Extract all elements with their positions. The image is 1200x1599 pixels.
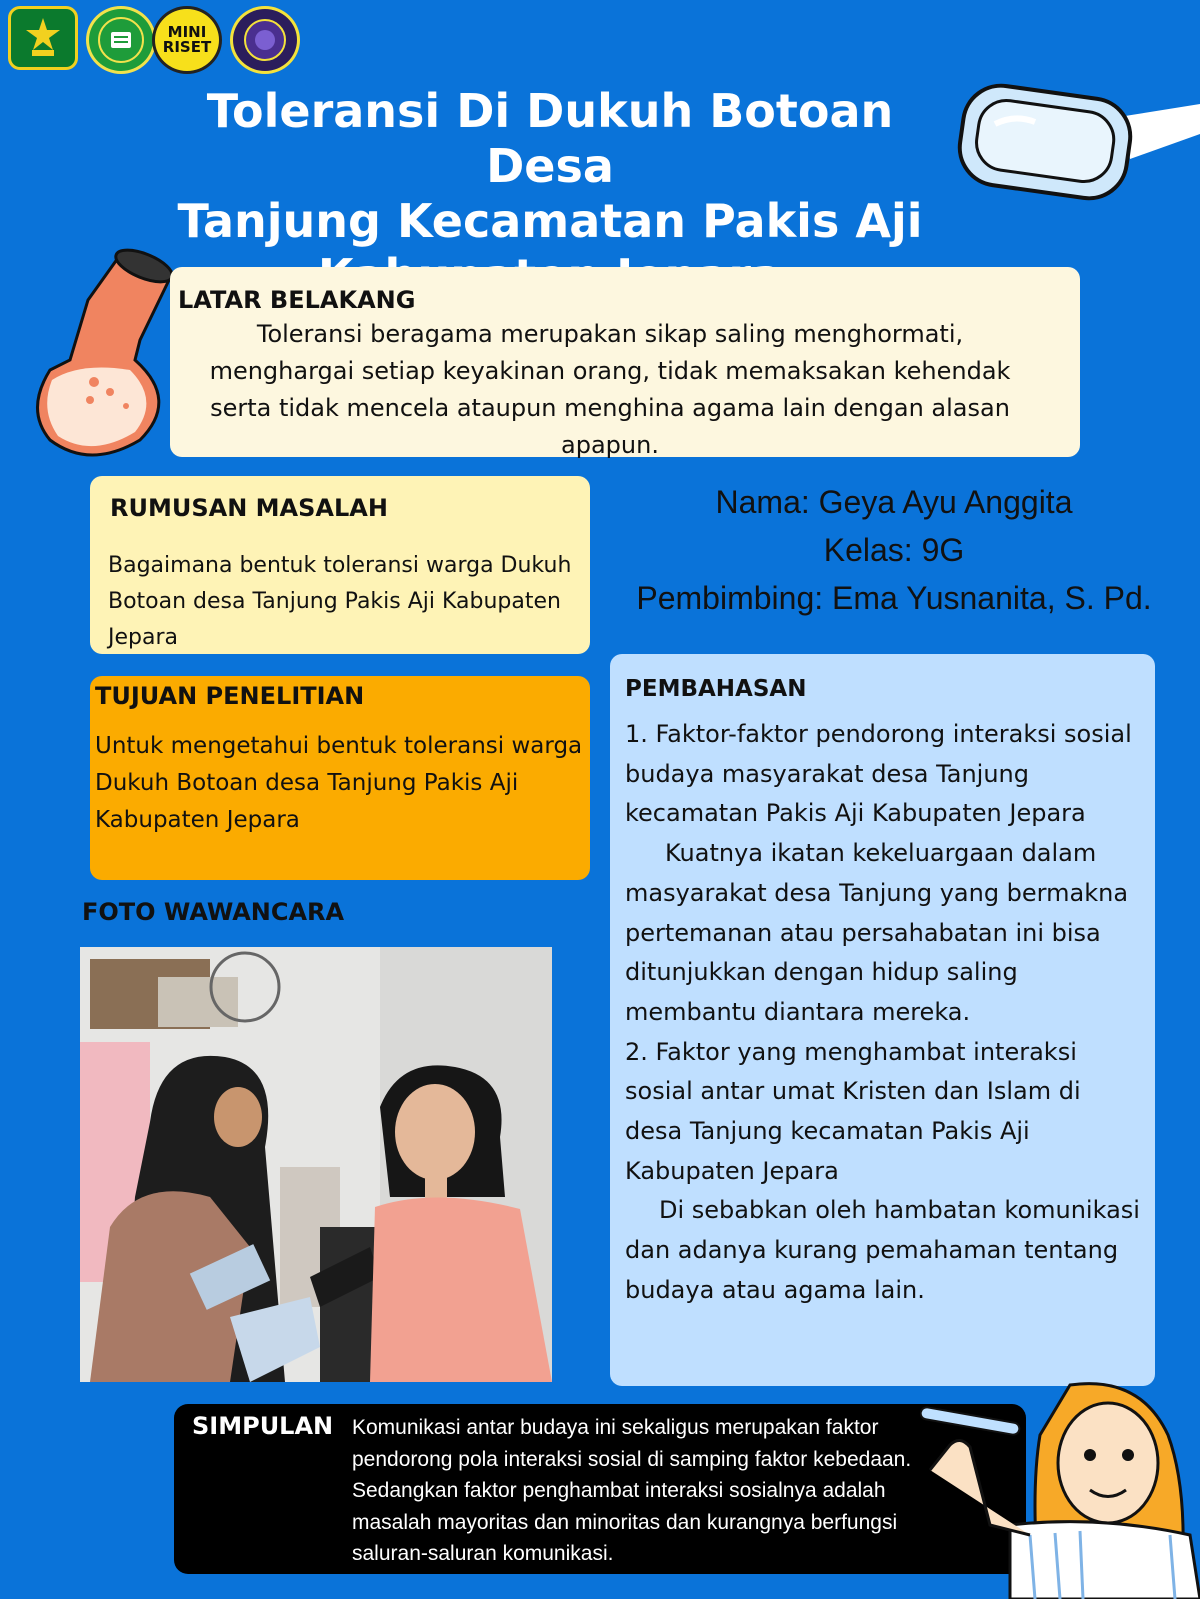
safety-goggles-icon — [955, 64, 1200, 204]
literasi-emblem-icon — [239, 14, 291, 66]
poster-title-line2: Tanjung Kecamatan Pakis Aji — [177, 194, 923, 248]
madrasah-emblem-icon — [95, 14, 147, 66]
pembahasan-body — [625, 715, 1145, 1311]
interview-photo — [80, 947, 552, 1382]
interview-photo-illustration — [80, 947, 552, 1382]
simpulan-heading: SIMPULAN — [192, 1412, 334, 1440]
rumusan-masalah-heading: RUMUSAN MASALAH — [110, 494, 388, 522]
poster-title-line1: Toleransi Di Dukuh Botoan Desa — [206, 84, 894, 193]
tujuan-penelitian-heading: TUJUAN PENELITIAN — [95, 682, 365, 710]
madrasah-literasi-logo — [86, 6, 156, 74]
student-class: Kelas: 9G — [823, 532, 965, 568]
simpulan-text: Komunikasi antar budaya ini sekaligus merupakan faktor pendorong pola interaksi sosial di samping faktor kebedaan. Sedangkan faktor penghambat interaksi sosialnya adalah masalah mayoritas dan minoritas dan kurangnya berfungsi saluran-saluran komunikasi. — [352, 1416, 912, 1565]
kemenag-emblem-icon — [18, 14, 68, 62]
pembahasan-point1: 1. Faktor-faktor pendorong interaksi sosial budaya masyarakat desa Tanjung kecamatan Pakis Aji Kabupaten Jepara — [625, 720, 1132, 828]
pembahasan-point2-text: Di sebabkan oleh hambatan komunikasi dan adanya kurang pemahaman tentang budaya atau agama lain. — [625, 1196, 1140, 1304]
latar-belakang-heading: LATAR BELAKANG — [178, 286, 416, 314]
mini-riset-logo-text: MINI RISET — [162, 23, 212, 56]
rumusan-masalah-text: Bagaimana bentuk toleransi warga Dukuh Botoan desa Tanjung Pakis Aji Kabupaten Jepara — [108, 553, 572, 650]
pembahasan-point2: 2. Faktor yang menghambat interaksi sosial antar umat Kristen dan Islam di desa Tanjung kecamatan Pakis Aji Kabupaten Jepara — [625, 1037, 1081, 1185]
tujuan-penelitian-text: Untuk mengetahui bentuk toleransi warga Dukuh Botoan desa Tanjung Pakis Aji Kabupaten Jepara — [95, 733, 583, 833]
pembahasan-point1-text: Kuatnya ikatan kekeluargaan dalam masyarakat desa Tanjung yang bermakna pertemanan atau persahabatan ini bisa ditunjukkan dengan hidup saling membantu diantara mereka. — [625, 839, 1129, 1026]
lab-flask-icon — [30, 240, 190, 460]
mini-riset-logo — [152, 6, 222, 74]
supervisor-name: Pembimbing: Ema Yusnanita, S. Pd. — [636, 580, 1152, 616]
kemenag-logo — [8, 6, 78, 70]
latar-belakang-text: Toleransi beragama merupakan sikap saling menghormati, menghargai setiap keyakinan orang, tidak memaksakan kehendak serta tidak mencela ataupun menghina agama lain dengan alasan apapun. — [209, 320, 1011, 459]
scientist-character-icon — [920, 1375, 1200, 1599]
foto-wawancara-heading: FOTO WAWANCARA — [82, 898, 345, 926]
madrasah-literasi-berbasis-riset-logo — [230, 6, 300, 74]
pembahasan-heading: PEMBAHASAN — [625, 676, 807, 702]
student-name: Nama: Geya Ayu Anggita — [715, 484, 1073, 520]
